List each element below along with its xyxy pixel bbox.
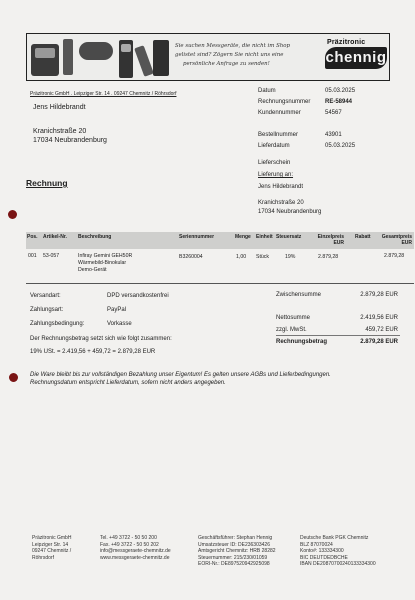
recipient-name: Jens Hildebrandt <box>33 104 86 111</box>
delivery-subheading: Lieferung an: <box>258 172 294 178</box>
total-label-mwst: zzgl. MwSt. <box>276 327 307 333</box>
device-image-5 <box>134 45 154 77</box>
cell-beschreibung-1: Infiray Gemini GEH50R <box>78 253 133 259</box>
cell-einzelpreis: 2.879,28 <box>318 254 339 260</box>
th-gesamtpreis-line-1: Gesamtpreis <box>381 234 412 240</box>
total-label-zwischensumme: Zwischensumme <box>276 292 322 298</box>
total-label-nettosumme: Nettosumme <box>276 315 311 321</box>
cell-beschreibung-3: Demo-Gerät <box>78 267 107 273</box>
info-value-rechnungsnummer: RE-58944 <box>325 99 353 105</box>
device-image-1-screen <box>35 48 55 58</box>
th-rabatt: Rabatt <box>355 234 371 240</box>
info-value-kundennummer: 54567 <box>325 110 342 116</box>
cell-einheit: Stück <box>256 254 269 260</box>
info-label-datum: Datum <box>258 88 276 94</box>
slogan-line-1: Sie suchen Messgeräte, die nicht im Shop <box>175 43 290 49</box>
cell-gesamtpreis: 2.879,28 <box>384 253 405 259</box>
device-image-6 <box>153 40 169 76</box>
notice-line-2: Rechnungsdatum entspricht Lieferdatum, sofern nicht anders angegeben. <box>30 380 226 386</box>
device-image-4-screen <box>121 44 131 52</box>
info-value-lieferdatum: 05.03.2025 <box>325 143 356 149</box>
device-image-3 <box>79 42 113 60</box>
punch-hole-bottom <box>9 373 18 382</box>
terms-value-zahlungsbedingung: Vorkasse <box>107 321 132 327</box>
totals-rule <box>276 335 400 336</box>
delivery-city: 17034 Neubrandenburg <box>258 209 322 215</box>
slogan-line-2: gelistet sind? Zögern Sie nicht uns eine <box>175 52 284 58</box>
cell-artikel: 53-057 <box>43 253 60 259</box>
recipient-city: 17034 Neubrandenburg <box>33 137 107 144</box>
th-artikel: Artikel-Nr. <box>43 234 67 240</box>
invoice-title: Rechnung <box>26 178 68 188</box>
recipient-street: Kranichstraße 20 <box>33 128 87 135</box>
delivery-name: Jens Hildebrandt <box>258 184 304 190</box>
punch-hole-top <box>8 210 17 219</box>
cell-steuersatz: 19% <box>285 254 296 260</box>
terms-label-zahlungsart: Zahlungsart: <box>30 307 64 313</box>
delivery-street: Kranichstraße 20 <box>258 200 304 206</box>
th-gesamtpreis <box>374 234 412 246</box>
total-value-nettosumme: 2.419,56 EUR <box>360 315 398 321</box>
footer-contact: Tel. +49 3722 - 50 50 200 Fax. +49 3722 - 50 50 202 info@messgeraete-chemnitz.de www.messgeraete-chemnitz.de <box>100 535 171 561</box>
composition-label: Der Rechnungsbetrag setzt sich wie folgt zusammen: <box>30 336 172 342</box>
th-menge: Menge <box>235 234 251 240</box>
notice-line-1: Die Ware bleibt bis zur vollständigen Bezahlung unser Eigentum! Es gelten unsere AGBs und Lieferbedingungen. <box>30 372 331 378</box>
footer-company: Präzitronic GmbH Leipziger Str. 14 09247 Chemnitz / Röhrsdorf <box>32 535 72 561</box>
total-value-rechnungsbetrag: 2.879,28 EUR <box>360 339 398 345</box>
logo-main-text: chennig <box>325 47 387 69</box>
cell-pos: 001 <box>28 253 37 259</box>
th-pos: Pos. <box>27 234 38 240</box>
info-label-kundennummer: Kundennummer <box>258 110 301 116</box>
logo-top-text: Präzitronic <box>327 39 366 46</box>
composition-value: 19% USt. = 2.419,56 + 459,72 = 2.879,28 EUR <box>30 349 156 355</box>
info-label-bestellnummer: Bestellnummer <box>258 132 299 138</box>
terms-label-versandart: Versandart: <box>30 293 61 299</box>
footer-bank: Deutsche Bank PGK Chemnitz BLZ 87070024 Konto#: 133334300 BIC DEUTDEDBCHE IBAN DE20870700240133334300 <box>300 535 376 567</box>
th-einzelpreis <box>312 234 344 246</box>
info-value-datum: 05.03.2025 <box>325 88 356 94</box>
total-label-rechnungsbetrag: Rechnungsbetrag <box>276 339 328 345</box>
cell-seriennummer: B3260004 <box>179 254 203 260</box>
terms-value-versandart: DPD versandkostenfrei <box>107 293 169 299</box>
total-value-zwischensumme: 2.879,28 EUR <box>360 292 398 298</box>
info-label-lieferdatum: Lieferdatum <box>258 143 290 149</box>
terms-label-zahlungsbedingung: Zahlungsbedingung: <box>30 321 85 327</box>
slogan-line-3: persönliche Anfrage zu senden! <box>183 61 270 67</box>
info-value-bestellnummer: 43901 <box>325 132 342 138</box>
table-bottom-rule <box>26 283 414 284</box>
slogan <box>175 42 325 69</box>
th-einzelpreis-line-2: EUR <box>333 240 344 246</box>
info-label-rechnungsnummer: Rechnungsnummer <box>258 99 311 105</box>
device-image-2 <box>63 39 73 75</box>
th-einzelpreis-line-1: Einzelpreis <box>317 234 344 240</box>
cell-menge: 1,00 <box>236 254 247 260</box>
sender-line: Präzitronic GmbH . Leipziger Str. 14 . 09247 Chemnitz / Röhrsdorf <box>30 91 177 97</box>
delivery-heading: Lieferschein <box>258 160 291 166</box>
th-beschreibung: Beschreibung <box>78 234 112 240</box>
company-logo <box>325 38 389 78</box>
total-value-mwst: 459,72 EUR <box>365 327 398 333</box>
th-gesamtpreis-line-2: EUR <box>401 240 412 246</box>
cell-beschreibung-2: Wärmebild-Binokular <box>78 260 127 266</box>
footer-legal: Geschäftsführer: Stephan Hennig Umsatzsteuer ID: DE236303426 Amtsgericht Chemnitz: HRB 28282 Steuernummer: 215/230/01059 EORI-Nr.: DE897520942925098 <box>198 535 276 567</box>
th-einheit: Einheit <box>256 234 273 240</box>
terms-value-zahlungsart: PayPal <box>107 307 127 313</box>
header-banner <box>26 33 390 81</box>
th-steuersatz: Steuersatz <box>276 234 302 240</box>
th-seriennummer: Seriennummer <box>179 234 215 240</box>
